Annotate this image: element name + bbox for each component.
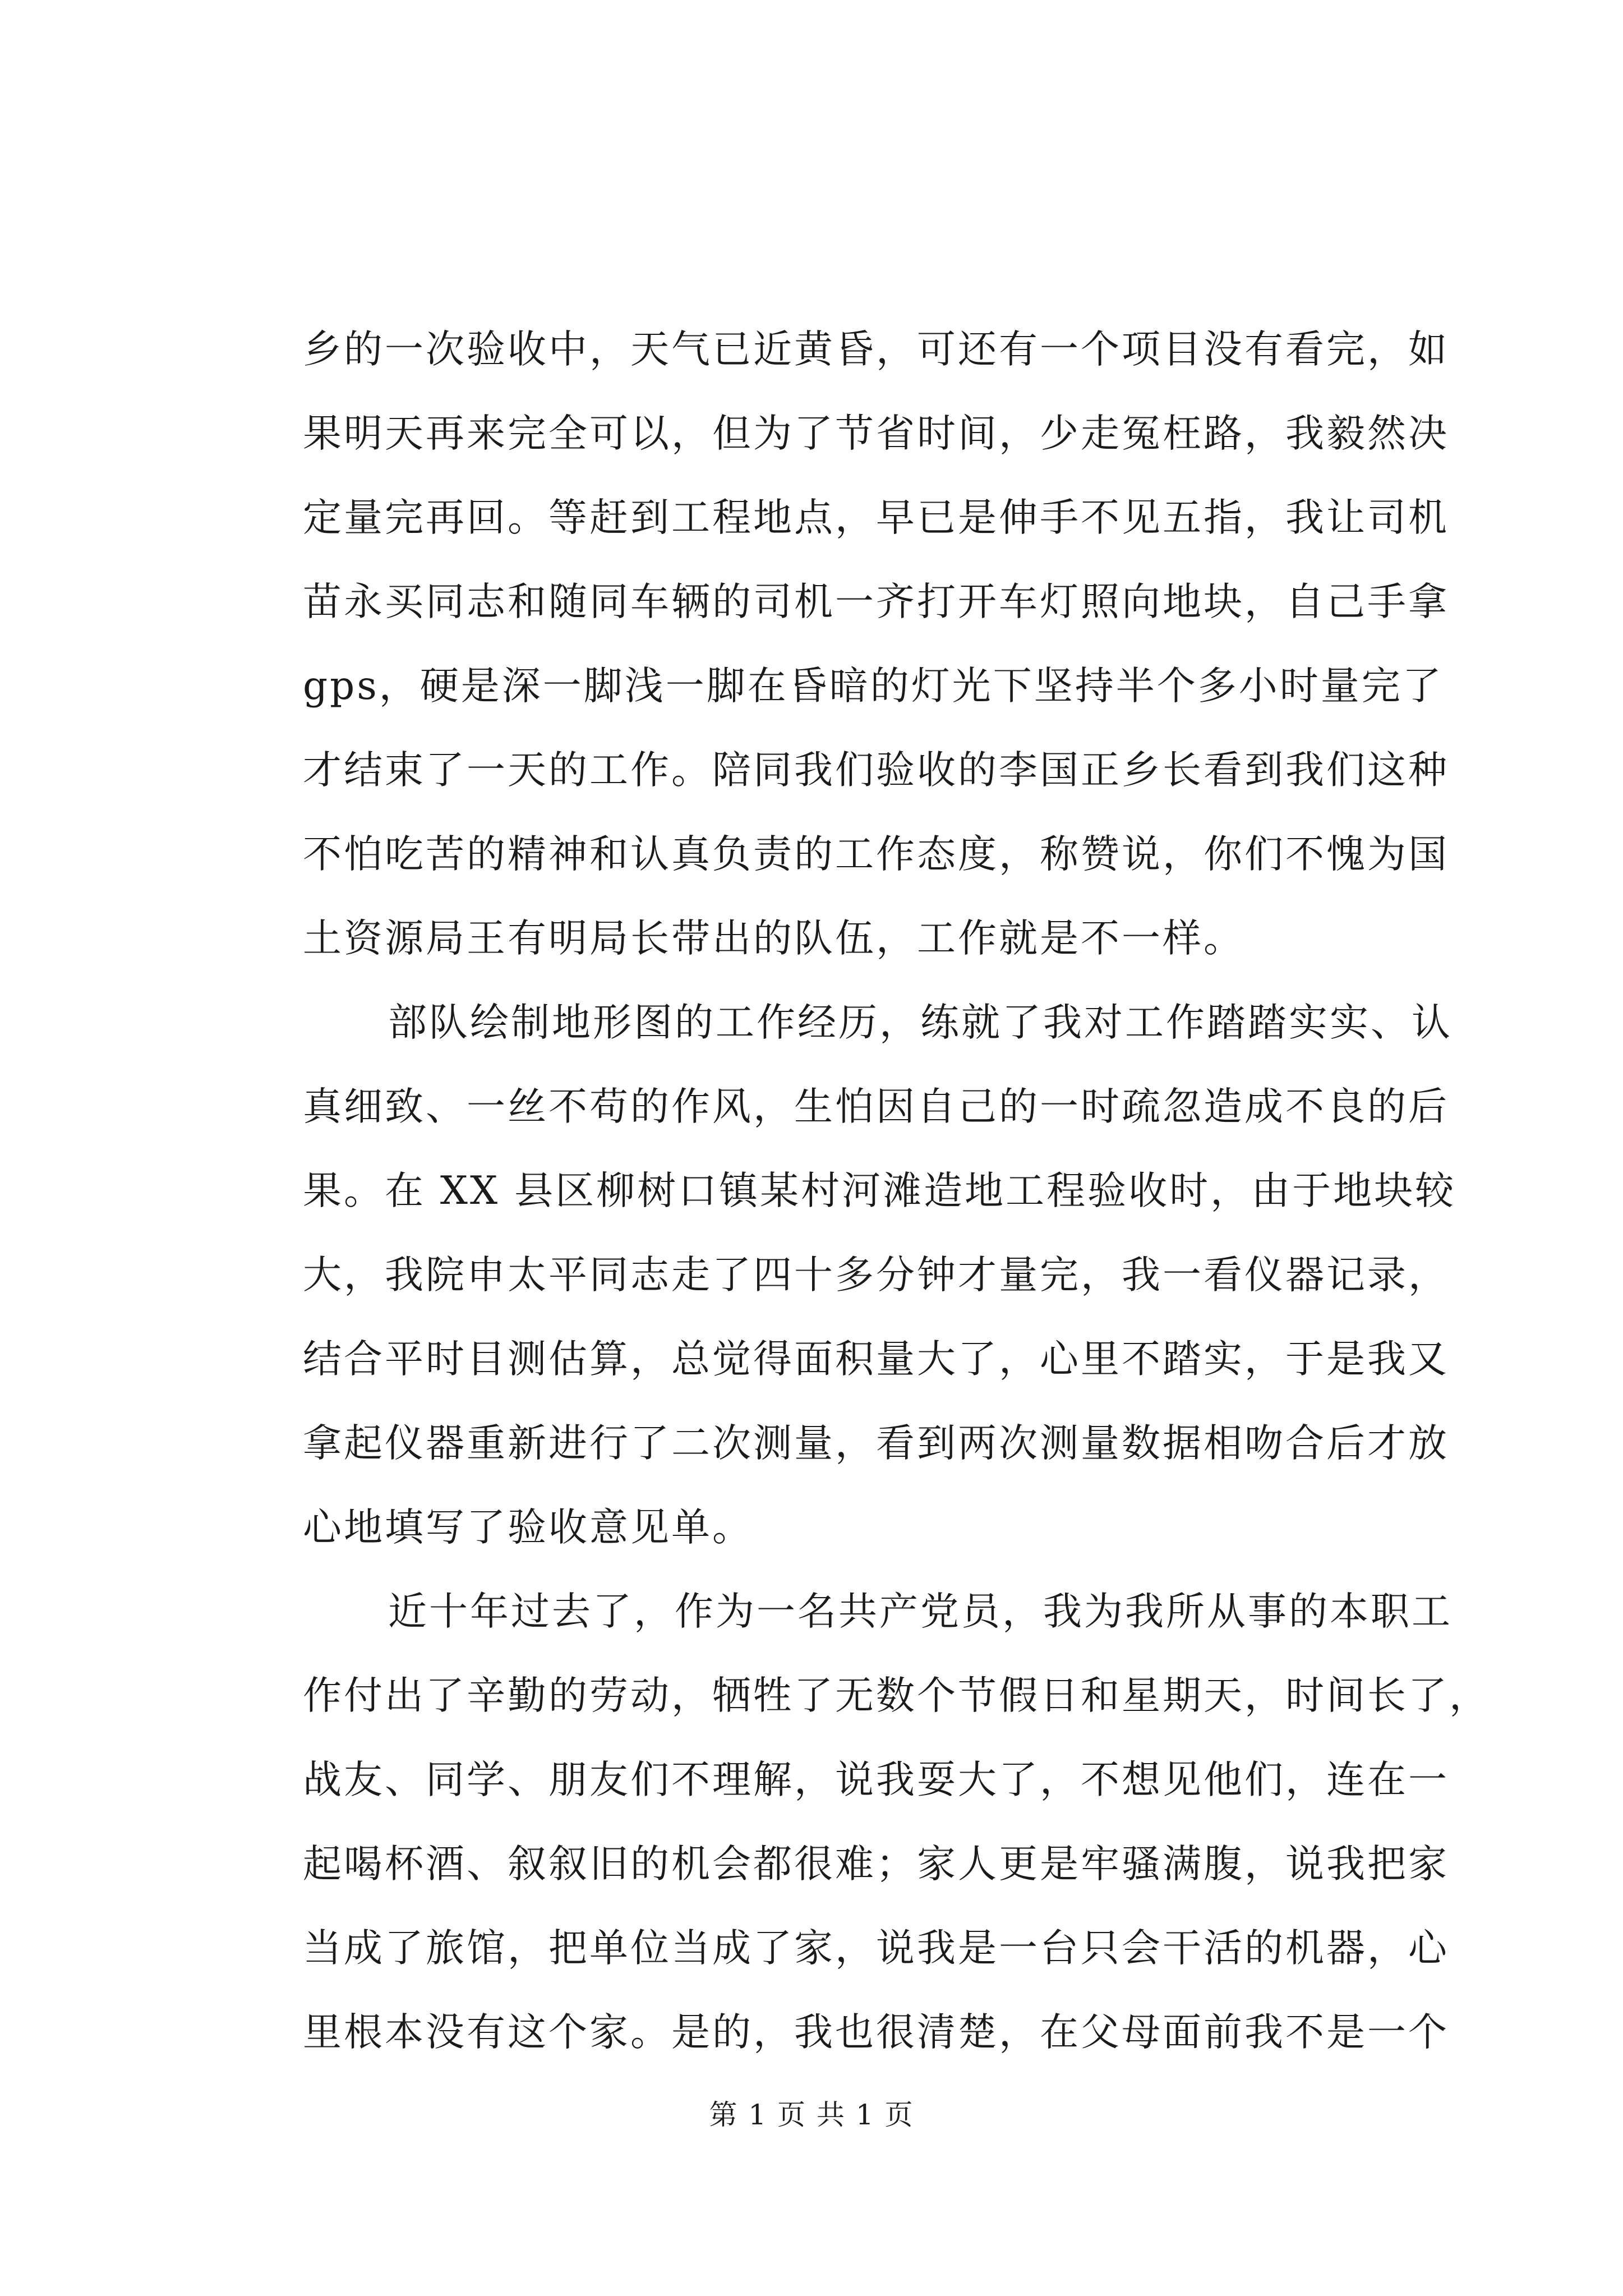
text-line: 不怕吃苦的精神和认真负责的工作态度，称赞说，你们不愧为国 [303,832,1449,877]
document-body [303,307,1490,2074]
text-line: 战友、同学、朋友们不理解，说我耍大了，不想见他们，连在一 [303,1757,1449,1802]
page-footer [0,2098,1623,2132]
text-line: 心地填写了验收意见单。 [303,1505,753,1550]
text-line: 结合平时目测估算，总觉得面积量大了，心里不踏实，于是我又 [303,1337,1449,1382]
paragraph-3 [303,1570,1490,2074]
text-line: 里根本没有这个家。是的，我也很清楚，在父母面前我不是一个 [303,2010,1449,2055]
text-line: 定量完再回。等赶到工程地点，早已是伸手不见五指，我让司机 [303,495,1449,540]
text-line: 真细致、一丝不苟的作风，生怕因自己的一时疏忽造成不良的后 [303,1084,1449,1129]
text-line: 果。在 XX 县区柳树口镇某村河滩造地工程验收时，由于地块较 [303,1168,1456,1213]
text-line: gps，硬是深一脚浅一脚在昏暗的灯光下坚持半个多小时量完了 [303,664,1444,708]
page-number-label: 第 1 页 共 1 页 [709,2099,914,2131]
text-line: 拿起仪器重新进行了二次测量，看到两次测量数据相吻合后才放 [303,1421,1449,1466]
text-line: 作付出了辛勤的劳动，牺牲了无数个节假日和星期天，时间长了， [303,1673,1490,1718]
paragraph-2 [303,981,1456,1570]
text-line: 乡的一次验收中，天气已近黄昏，可还有一个项目没有看完，如 [303,327,1449,372]
text-line: 大，我院申太平同志走了四十多分钟才量完，我一看仪器记录， [303,1253,1449,1297]
text-line: 当成了旅馆，把单位当成了家，说我是一台只会干活的机器，心 [303,1926,1449,1971]
paragraph-1 [303,307,1449,981]
text-line: 近十年过去了，作为一名共产党员，我为我所从事的本职工 [388,1589,1453,1634]
text-line: 苗永买同志和随同车辆的司机一齐打开车灯照向地块，自己手拿 [303,579,1449,624]
text-line: 部队绘制地形图的工作经历，练就了我对工作踏踏实实、认 [388,1000,1453,1045]
text-line: 才结束了一天的工作。陪同我们验收的李国正乡长看到我们这种 [303,748,1449,793]
text-line: 土资源局王有明局长带出的队伍，工作就是不一样。 [303,916,1244,961]
text-line: 果明天再来完全可以，但为了节省时间，少走冤枉路，我毅然决 [303,411,1449,456]
text-line: 起喝杯酒、叙叙旧的机会都很难；家人更是牢骚满腹，说我把家 [303,1842,1449,1887]
